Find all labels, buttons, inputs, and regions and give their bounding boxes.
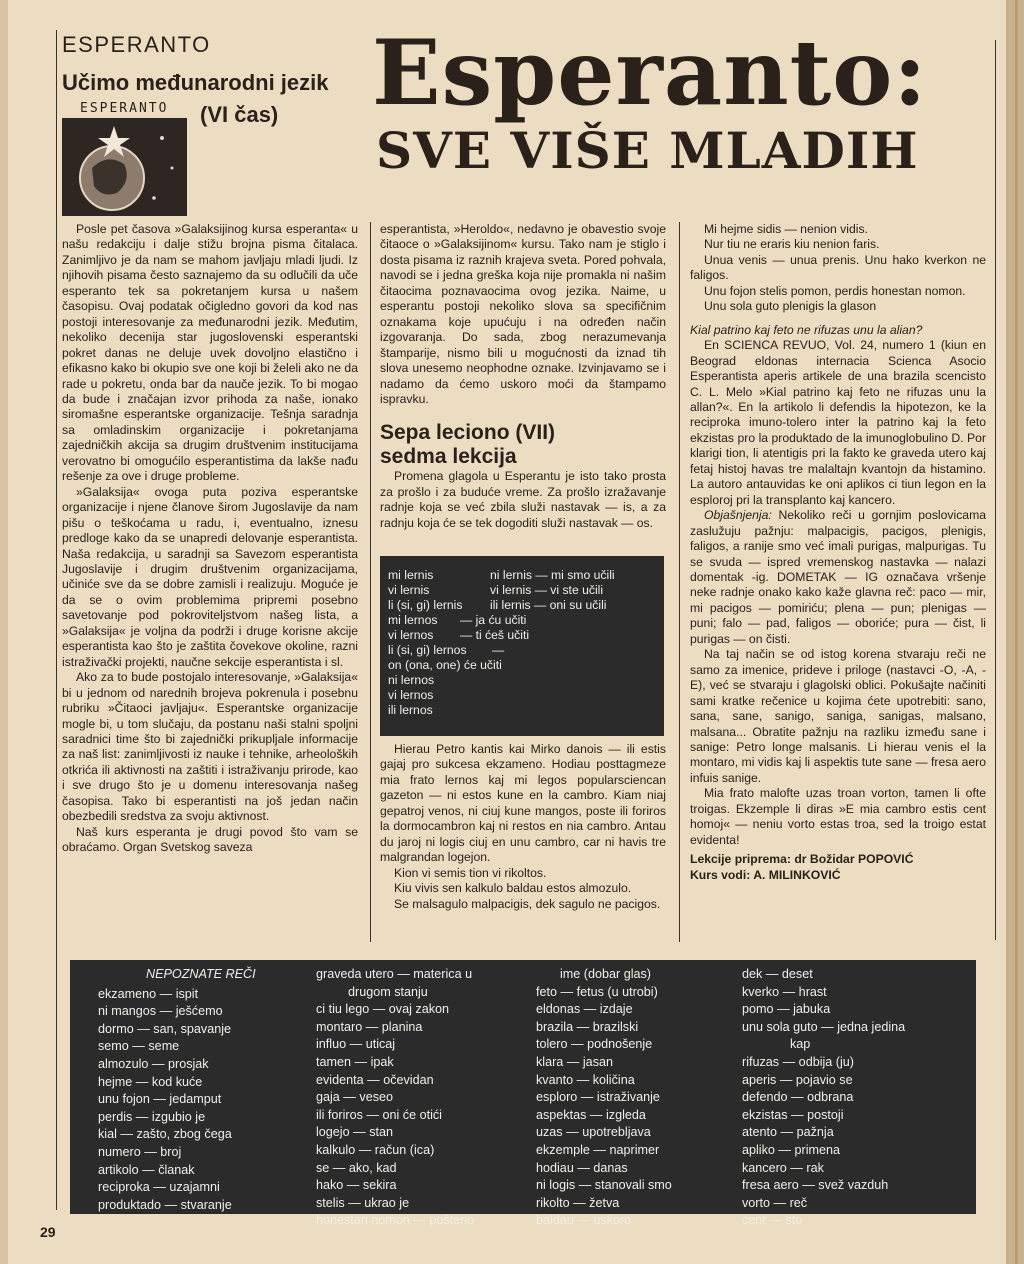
vocab-entry: produktado — stvaranje (98, 1197, 232, 1212)
vocab-entry: baldau — uskoro (536, 1213, 632, 1228)
col2-paragraph-5: Kiu vivis sen kalkulo baldau estos almozulo. (394, 881, 632, 896)
vocab-column-2 (316, 966, 531, 1230)
vocab-entry: graveda utero — materica u (316, 967, 473, 981)
vocab-entry: uzas — upotrebljava (536, 1125, 651, 1140)
vocab-entry: numero — broj (98, 1144, 182, 1159)
vocab-entry: hodiau — danas (536, 1160, 628, 1175)
vocab-entry: semo — seme (98, 1039, 180, 1054)
vocab-entry: kvanto — količina (536, 1072, 635, 1087)
vocab-entry: logejo — stan (316, 1125, 394, 1140)
credit-author: Lekcije priprema: dr Božidar POPOVIĆ (690, 852, 914, 867)
vocab-entry: feto — fetus (u utrobi) (536, 984, 658, 999)
vocab-column-3 (536, 966, 736, 1230)
col2-paragraph-6: Se malsagulo malpacigis, dek sagulo ne pacigos. (394, 896, 661, 911)
conj-left-3: li (si, gi) lernis (388, 598, 463, 612)
vocab-entry: aspektas — izgleda (536, 1107, 646, 1122)
conj-left-9: vi lernos (388, 688, 434, 702)
vocab-entry: gaja — veseo (316, 1090, 394, 1105)
proverb-2: Nur tiu ne eraris kiu nenion faris. (704, 237, 880, 252)
conj-left-4: mi lernos (388, 613, 438, 627)
vocab-entry: se — ako, kad (316, 1160, 397, 1175)
conj-left-5: vi lernos (388, 628, 434, 642)
column-2-lower (380, 742, 666, 912)
vocab-entry: perdis — izgubio je (98, 1109, 206, 1124)
vocab-entry: ni logis — stanovali smo (536, 1178, 672, 1193)
page-edge-shadow (1015, 0, 1018, 1264)
vocab-entry: klara — jasan (536, 1054, 613, 1069)
article-question: Kial patrino kaj feto ne rifuzas unu la alian? (690, 322, 923, 337)
vocab-entry: esploro — istraživanje (536, 1090, 660, 1105)
column-rule-2 (679, 222, 680, 942)
vocab-entry: rikolto — žetva (536, 1195, 620, 1210)
col2-paragraph-3: Hierau Petro kantis kai Mirko danois — ili estis gajaj pro sukcesa ekzameno. Hodiau posttagmeze mia frato lernos kaj mi legos popularsciencan gazeton — ni estos kune en la cambro. Kiam niaj gepatroj venos, ni ciuj kune mangos, poste ili foriros la dormocambron kaj ni restos en nia cambro. Antau du jaroj ni logis ciuj en unu cambro, car ni havis tre malgrandan logejon. (380, 742, 666, 865)
vocab-entry: unu sola guto — jedna jedina (742, 1019, 906, 1034)
lesson-header (62, 32, 362, 222)
conj-right-4: — ja ću učiti (460, 613, 527, 627)
conj-left-8: ni lernos (388, 673, 435, 687)
proverb-5: Unu sola guto plenigis la glason (704, 299, 877, 314)
explanation-label: Objašnjenja: (704, 508, 772, 523)
vocab-entry: hejme — kod kuće (98, 1074, 203, 1089)
vocab-entry: kial — zašto, zbog čega (98, 1127, 232, 1142)
vocab-entry: hako — sekira (316, 1178, 397, 1193)
vocab-entry: fresa aero — svež vazduh (742, 1178, 889, 1193)
main-title: Esperanto: (372, 20, 928, 126)
vocab-entry: brazila — brazilski (536, 1019, 639, 1034)
vocab-entry: cent — sto (742, 1213, 803, 1228)
col2-paragraph-1: esperantista, »Heroldo«, nedavno je obavestio svoje čitaoce o »Galaksijinom« kursu. Tako nam je stiglo i dosta pisama iz raznih krajeva sveta. Pored pohvala, navodi se i jedna greška koja nije promakla ni našim čitaocima poznavaocima ovog jezika. Naime, u esperantu postoji nekoliko slova sa specifičnim oznakama koje upućuju i na određen način izgovaranja. Do sada, zbog nerazumevanja štamparije, nismo bili u mogućnosti da iznad tih slova unesemo neophodne oznake. Izvinjavamo se i nadamo da ćemo uskoro moći da štampamo ispravku. (380, 222, 666, 406)
column-2 (380, 222, 666, 531)
vocab-entry: artikolo — članak (98, 1162, 195, 1177)
logo-text: ESPERANTO (80, 101, 169, 116)
conj-right-1: ni lernis — mi smo učili (490, 568, 615, 582)
vocab-entry: ci tiu lego — ovaj zakon (316, 1002, 450, 1017)
vocabulary-box (70, 960, 976, 1228)
col3-paragraph-6: En SCIENCA REVUO, Vol. 24, numero 1 (kiun en Beograd eldonas internacia Scienca Asocio Esperantista aperis artikele de una brazila scencisto C. L. Melo »Kial patrino kaj feto ne rifuzas unu la allan?«. En la artikolo li defendis la hipotezon, ke la reciproka imuno-tolero inter la patrino kaj la feto ekzistas pro la produktado de la imunoglobulino D. Por klarigi tion, li atentigis pri la fakto ke graveda utero kaj fetaj histoj havas tre malaltajn kvantojn da histamino. La autoro antauvidas ke oni aplikos ci tiun legon en la esploroj pri la transplanto kaj kancero. (690, 338, 986, 507)
vocab-entry: unu fojon — jedamput (98, 1092, 222, 1107)
conj-left-1: mi lernis (388, 568, 434, 582)
vocab-entry: montaro — planina (316, 1019, 423, 1034)
proverb-1: Mi hejme sidis — nenion vidis. (704, 222, 868, 236)
main-subtitle: SVE VIŠE MLADIH (376, 121, 919, 180)
conj-right-3: ili lernis — oni su učili (490, 598, 607, 612)
vocab-entry: pomo — jabuka (742, 1002, 831, 1017)
lesson-title: Učimo međunarodni jezik (62, 70, 329, 95)
col1-paragraph-2: »Galaksija« ovoga puta poziva esperantske organizacije i njene članove širom Jugoslavije da nam pišu o teškoćama u radu, i, eventualno, iznesu predloge kako da se unapredi delovanje esperantista. Naša redakcija, u saradnji sa Savezom esperantista Jugoslavije i drugim društvenim organizacijama, učiniće sve da se dobre zamisli i realizuju. Moguće je da se o ovim problemima pripremi posebno savetovanje pod pokroviteljstvom našeg lista, a »Galaksija« je voljna da podrži i druge korisne akcije esperantista kao što je zaštita čovekove okoline, razni istraživački projekti, naučne sekcije esperantista i sl. (62, 484, 358, 669)
col2-paragraph-4: Kion vi semis tion vi rikoltos. (394, 865, 547, 880)
col3-paragraph-8: Na taj način se od istog korena stvaraju reči ne samo za imenice, prideve i priloge (nastavci -O, -A, -E), već se stvaraju i glagolski oblici. Pokušajte načiniti sami kratke rečenice u kojima ćete upotrebiti: sano, sana, sane, sanigo, saniga, sanigas, malsano, malsana... Obratite pažnju na razliku između sane i sanige: Petro longe malsanis. Li hierau venis el la montaro, mi vidis kaj li aspektis tute sane — fresa aero infuis sanige. (690, 647, 986, 785)
vocab-entry: drugom stanju (348, 984, 428, 999)
vocab-entry: dek — deset (742, 967, 813, 981)
conj-left-6: li (si, gi) lernos (388, 643, 467, 657)
column-1 (62, 222, 358, 856)
conjugation-table (380, 556, 664, 736)
vocab-entry: tamen — ipak (316, 1054, 394, 1069)
vocab-column-1 (98, 966, 298, 1214)
vocab-entry: honestan nomon — pošteno (316, 1213, 475, 1228)
col1-paragraph-1: Posle pet časova »Galaksijinog kursa esperanta« u našu redakciju i dalje stižu brojna pisma čitalaca. Zanimljivo je da nam se mahom javljaju mladi ljudi. Iz njihovih pisama često saznajemo da su odlučili da uče esperanto tek sa pokretanjem kursa u našem časopisu. Ovaj podatak očigledno govori da kod nas postoji interesovanje za međunarodni jezik. Međutim, nekoliko decenija star jugoslovenski esperantski pokret danas ne deluje uvek dovoljno elastično i efikasno kako bi okupio sve one koji bi želeli ako ne da rade u pokretu, onda bar da nauče jezik. To bi mogao da bude i značajan izvor prihoda za naše, ionako siromašne esperantske organizacije. Tešnja saradnja sa omladinskim organizacije i pokretanjama zajedničkih akcija sa drugim društvenim institucijama verovatno bi omogućilo esperantistima da lakše nađu rešenje za ove i druge probleme. (62, 222, 358, 484)
vocab-entry: evidenta — očevidan (316, 1072, 434, 1087)
vocab-entry: tolero — podnošenje (536, 1037, 653, 1052)
proverb-3: Unua venis — unua prenis. Unu hako kverkon ne faligos. (690, 252, 986, 283)
vocab-entry: kverko — hrast (742, 984, 827, 999)
vocab-entry: ekzistas — postoji (742, 1107, 844, 1122)
vocab-entry: apliko — primena (742, 1142, 840, 1157)
section-label: ESPERANTO (62, 32, 211, 57)
conj-right-2: vi lernis — vi ste učili (490, 583, 604, 597)
column-rule-1 (370, 222, 371, 942)
col3-paragraph-7: Nekoliko reči u gornjim poslovicama zaslužuju pažnju: malpacigis, pacigos, plenigis, faligos, a ranije smo već imali purigas, malpurigas. Tu se svuda — ispred vremenskog nastavka — nalazi domentak -ig. DOMETAK — IG označava vršenje neke radnje onako kako kaže glavna reč: paco — mir, mi pacigos — pomiriću; plena — pun; plenigas — puni; falo — pad, faligos — oboriće; pura — čist, li purigas — on čisti. (690, 508, 987, 646)
conj-left-10: ili lernos (388, 703, 433, 717)
vocab-entry: ni mangos — ješćemo (98, 1004, 223, 1019)
vocab-entry: aperis — pojavio se (742, 1072, 853, 1087)
column-3 (690, 222, 986, 883)
conj-left-7: on (ona, one) će učiti (388, 658, 502, 672)
col1-paragraph-4: Naš kurs esperanta je drugi povod što vam se obraćamo. Organ Svetskog saveza (62, 824, 358, 855)
lesson-number: (VI čas) (200, 102, 279, 127)
vocab-entry: almozulo — prosjak (98, 1056, 209, 1071)
vocab-entry: kap (790, 1037, 811, 1052)
vocab-entry: ekzemple — naprimer (536, 1142, 660, 1157)
vocab-entry: vorto — reč (742, 1195, 808, 1210)
left-margin-rule (56, 30, 57, 1210)
lesson-heading: Sepa leciono (VII) (380, 421, 556, 445)
vocab-entry: rifuzas — odbija (ju) (742, 1054, 854, 1069)
vocab-entry: kancero — rak (742, 1160, 824, 1175)
vocab-entry: ekzameno — ispit (98, 986, 199, 1001)
col3-paragraph-9: Mia frato malofte uzas troan vorton, tamen li ofte troigas. Ekzemple li diras »E mia cambro estis cent homoj« — neniu vorto estas troa, sed la troigo estat evidenta! (690, 786, 986, 847)
vocab-entry: eldonas — izdaje (536, 1002, 633, 1017)
vocab-entry: stelis — ukrao je (316, 1195, 410, 1210)
vocab-entry: kalkulo — račun (ica) (316, 1142, 435, 1157)
conj-right-5: — ti ćeš učiti (460, 628, 530, 642)
col1-paragraph-3: Ako za to bude postojalo interesovanje, »Galaksija« bi u jednom od narednih brojeva pokrenula i posebnu rubriku »Čitaoci javljaju«. Esperantske organizacije mogle bi, u tom slučaju, da postanu naši stalni spoljni saradnici time što bi zajednički prikupljale informacije za naš list: zanimljivosti iz nauke i tehnike, arheoloških otkrića ili aktivnosti na zaštiti i istraživanju prirode, kao i sve drugo što je u domenu interesovanja našeg časopisa. Tako bi esperantisti na još jedan način obezbedili sredstva za svoju aktivnost. (62, 670, 358, 824)
conj-left-2: vi lernis (388, 583, 430, 597)
page-edge-left (0, 0, 8, 1264)
vocab-heading: NEPOZNATE REČI (146, 967, 256, 981)
col2-paragraph-2: Promena glagola u Esperantu je isto tako prosta za prošlo i za buduće vreme. Za prošlo izražavanje radnje koja se već zbila služi nastavak — is, a za radnju koja će se tek dogoditi služi nastavak — os. (380, 469, 666, 530)
vocab-entry: defendo — odbrana (742, 1090, 854, 1105)
vocab-entry: reciproka — uzajamni (98, 1180, 220, 1195)
vocab-entry: ili foriros — oni će otići (316, 1107, 442, 1122)
vocab-entry: dormo — san, spavanje (98, 1021, 232, 1036)
vocab-entry: influo — uticaj (316, 1037, 396, 1052)
proverb-4: Unu fojon stelis pomon, perdis honestan nomon. (704, 283, 966, 298)
credit-course: Kurs vodi: A. MILINKOVIĆ (690, 867, 841, 882)
vocab-entry: atento — pažnja (742, 1125, 834, 1140)
page-number: 29 (40, 1224, 56, 1240)
vocab-column-4 (742, 966, 968, 1230)
vocab-entry: ime (dobar glas) (560, 967, 651, 981)
conj-right-6: — (492, 643, 505, 657)
esperanto-globe-logo (62, 98, 187, 216)
lesson-subheading: sedma lekcija (380, 445, 517, 469)
